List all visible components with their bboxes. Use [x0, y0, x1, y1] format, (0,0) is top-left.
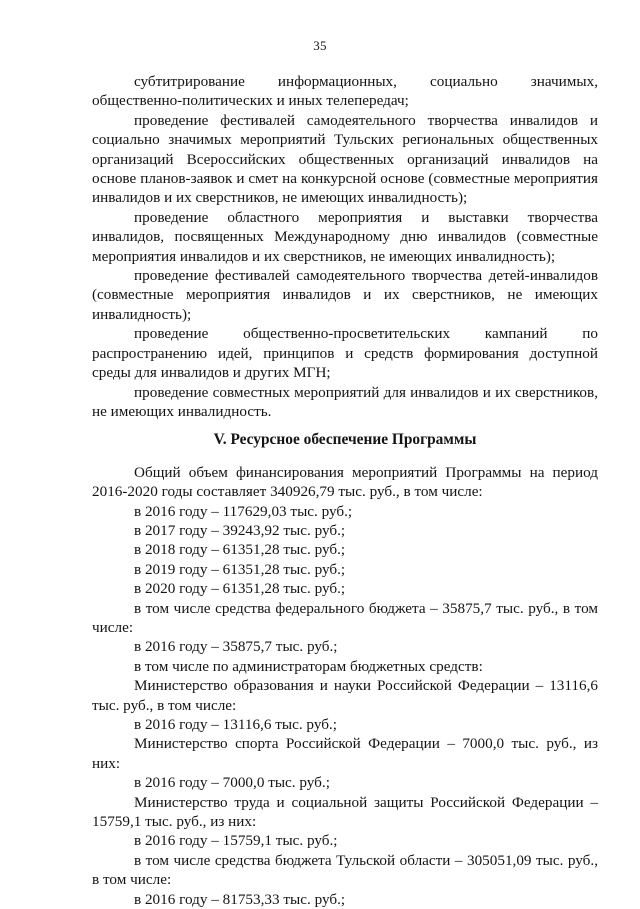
section-heading: V. Ресурсное обеспечение Программы	[213, 431, 477, 449]
funding-year-item: в 2018 году – 61351,28 тыс. руб.;	[134, 541, 346, 559]
page-content	[92, 72, 598, 909]
funding-year-item: в 2017 году – 39243,92 тыс. руб.;	[134, 521, 346, 539]
ministry-sport-2016: в 2016 году – 7000,0 тыс. руб.;	[134, 774, 330, 792]
paragraph-festivals-regional: проведение фестивалей самодеятельного творчества инвалидов и социально значимых мероприятий Тульских региональных общественных организаций Всероссийских общественных организаций инвалидов на основе планов-заявок и смет на конкурсной основе (совместные мероприятия инвалидов и их сверстников, не имеющих инвалидность);	[92, 111, 598, 207]
paragraph-joint-events: проведение совместных мероприятий для инвалидов и их сверстников, не имеющих инвалидность.	[92, 383, 598, 420]
ministry-labour-2016: в 2016 году – 15759,1 тыс. руб.;	[134, 832, 338, 850]
funding-by-year-list	[92, 502, 598, 599]
ministry-education-2016: в 2016 году – 13116,6 тыс. руб.;	[134, 716, 337, 733]
paragraph-regional-exhibition: проведение областного мероприятия и выставки творчества инвалидов, посвященных Международному дню инвалидов (совместные мероприятия инвалидов и их сверстников, не имеющих инвалидность);	[92, 208, 598, 265]
regional-budget-intro: в том числе средства бюджета Тульской области – 305051,09 тыс. руб., в том числе:	[92, 851, 598, 889]
funding-intro: Общий объем финансирования мероприятий Программы на период 2016-2020 годы составляет 340926,79 тыс. руб., в том числе:	[92, 463, 598, 501]
regional-budget-2016: в 2016 году – 81753,33 тыс. руб.;	[134, 890, 346, 908]
administrators-intro: в том числе по администраторам бюджетных средств:	[134, 657, 483, 675]
ministry-sport-total: Министерство спорта Российской Федерации – 7000,0 тыс. руб., из них:	[92, 735, 598, 772]
federal-budget-2016: в 2016 году – 35875,7 тыс. руб.;	[134, 638, 338, 656]
ministry-labour-total: Министерство труда и социальной защиты Российской Федерации – 15759,1 тыс. руб., из них:	[92, 793, 598, 831]
paragraph-subtitling: субтитрирование информационных, социально значимых, общественно-политических и иных телепередач;	[92, 73, 598, 110]
paragraph-awareness-campaigns: проведение общественно-просветительских кампаний по распространению идей, принципов и средств формирования доступной среды для инвалидов и других МГН;	[92, 325, 598, 382]
page-number: 35	[313, 38, 327, 53]
funding-year-item: в 2016 году – 117629,03 тыс. руб.;	[134, 502, 353, 520]
funding-year-item: в 2019 году – 61351,28 тыс. руб.;	[134, 560, 346, 578]
ministry-education-total: Министерство образования и науки Российской Федерации – 13116,6 тыс. руб., в том числе:	[92, 677, 598, 714]
federal-budget-intro: в том числе средства федерального бюджета – 35875,7 тыс. руб., в том числе:	[92, 599, 598, 636]
paragraph-festivals-children: проведение фестивалей самодеятельного творчества детей-инвалидов (совместные мероприятия инвалидов и их сверстников, не имеющих инвалидность);	[92, 267, 598, 323]
funding-year-item: в 2020 году – 61351,28 тыс. руб.;	[134, 580, 346, 598]
